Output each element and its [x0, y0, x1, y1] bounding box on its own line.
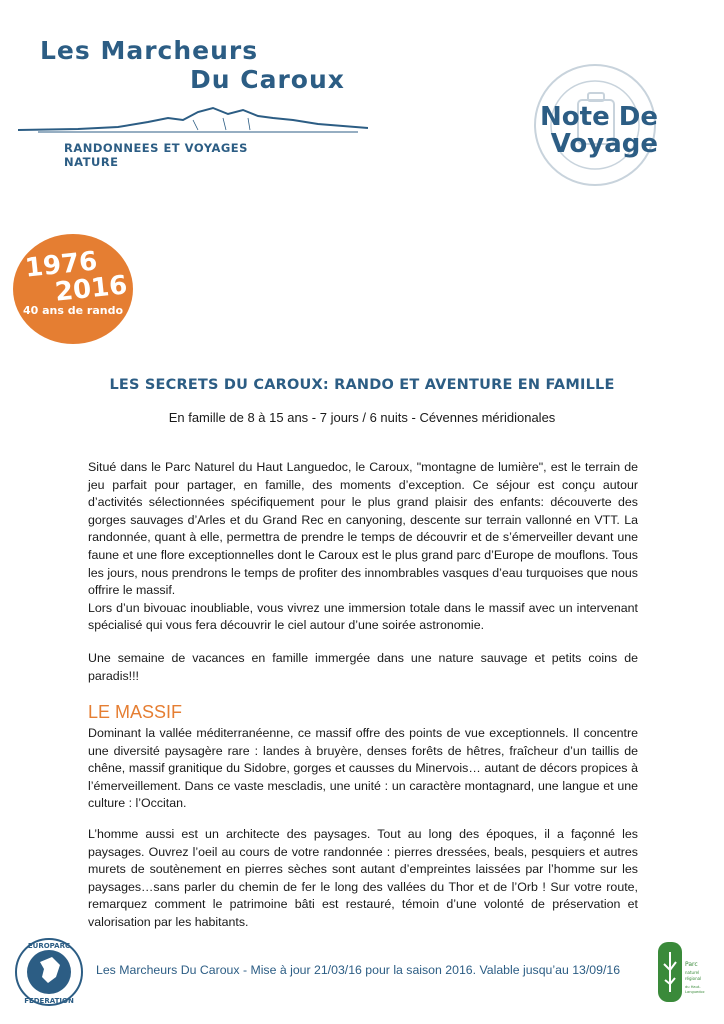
footer-text: Les Marcheurs Du Caroux - Mise à jour 21/03/16 pour la saison 2016. Valable jusqu’au 13/09/16	[96, 963, 621, 977]
logo-line-1: Les Marcheurs	[40, 36, 259, 65]
badge-caption: 40 ans de rando	[22, 304, 124, 317]
badge-year-start: 1976	[23, 246, 99, 284]
massif-paragraph: Dominant la vallée méditerranéenne, ce massif offre des points de vue exceptionnels. Il concentre une diversité paysagère rare : landes à bruyère, denses forêts de hêtres, fraîcheur d’un taillis de chêne, massif granitique du Sidobre, gorges et causses du Minervois… autant de décors propices à l’émerveillement. Dans ce vaste mescladis, une unité : un caractère montagnard, une langue et une culture : l’Occitan.	[88, 726, 638, 811]
europarc-logo	[14, 937, 84, 1007]
badge-year-end: 2016	[53, 270, 129, 308]
svg-text:naturel: naturel	[685, 970, 700, 975]
intro-text: Situé dans le Parc Naturel du Haut Languedoc, le Caroux, "montagne de lumière", est le terrain de jeu parfait pour partager, en famille, des moments d’exception. Ce séjour est conçu autour d’activités sélectionnées spécifiquement pour le plus grand plaisir des enfants: découverte des gorges sauvages d’Arles et du Grand Rec en canyoning, descente sur terrain vallonné en VTT. La randonnée, quant à elle, permettra de prendre le temps de découvrir et de s’émerveiller devant une faune et une flore exceptionnelles dont le Caroux est le plus grand parc d’Europe de mouflons. Tous les jours, nous prendrons le temps de profiter des innombrables vasques d’eau turquoises que nous offrire le massif.	[88, 460, 638, 598]
note-title-line-2: Voyage	[550, 129, 658, 160]
europarc-top-text: EUROPARC	[27, 942, 71, 950]
svg-text:Parc: Parc	[685, 961, 698, 968]
document-title-main: LES SECRETS DU CAROUX	[109, 377, 323, 393]
section-title-massif: LE MASSIF	[88, 702, 183, 722]
heritage-paragraph: L’homme aussi est un architecte des paysages. Tout au long des époques, il a façonné les paysages. Ouvrez l’oeil au cours de votre randonnée : pierres dressées, beals, pesquiers et autres murets de soutènement en pierres sèches sont autant d’empreintes laissées par l’homme sur les paysages…sans parler du chemin de fer le long des vallées du Thor et de l’Orb ! Sur votre route, remarquez comment le patrimoine bâti est restauré, témoin d’une volonté de préservation et valorisation par les habitants.	[88, 827, 638, 929]
intro-paragraph	[88, 459, 638, 635]
document-title-rest: : RANDO ET AVENTURE EN FAMILLE	[322, 377, 615, 393]
document-subtitle: En famille de 8 à 15 ans - 7 jours / 6 nuits - Cévennes méridionales	[168, 410, 556, 425]
company-logo	[40, 38, 370, 92]
note-de-voyage-title	[468, 104, 658, 159]
europarc-bottom-text: FEDERATION	[24, 997, 74, 1005]
note-title-line-1: Note De	[540, 102, 658, 132]
logo-subtitle: RANDONNEES ET VOYAGES NATURE	[64, 141, 248, 169]
svg-text:Languedoc: Languedoc	[685, 990, 705, 994]
document-title	[80, 377, 644, 393]
svg-text:du Haut-: du Haut-	[685, 985, 701, 989]
logo-line-2: Du Caroux	[190, 65, 345, 94]
anniversary-badge	[13, 234, 133, 344]
mountain-logo-icon	[18, 100, 368, 136]
bivouac-text: Lors d’un bivouac inoubliable, vous vivrez une immersion totale dans le massif avec un intervenant spécialisé qui vous fera découvrir le ciel autour d’une soirée astronomie.	[88, 600, 638, 633]
parc-naturel-logo	[656, 940, 712, 1004]
summary-paragraph: Une semaine de vacances en famille immergée dans une nature sauvage et petits coins de paradis!!!	[88, 651, 638, 683]
svg-text:régional: régional	[685, 976, 702, 981]
